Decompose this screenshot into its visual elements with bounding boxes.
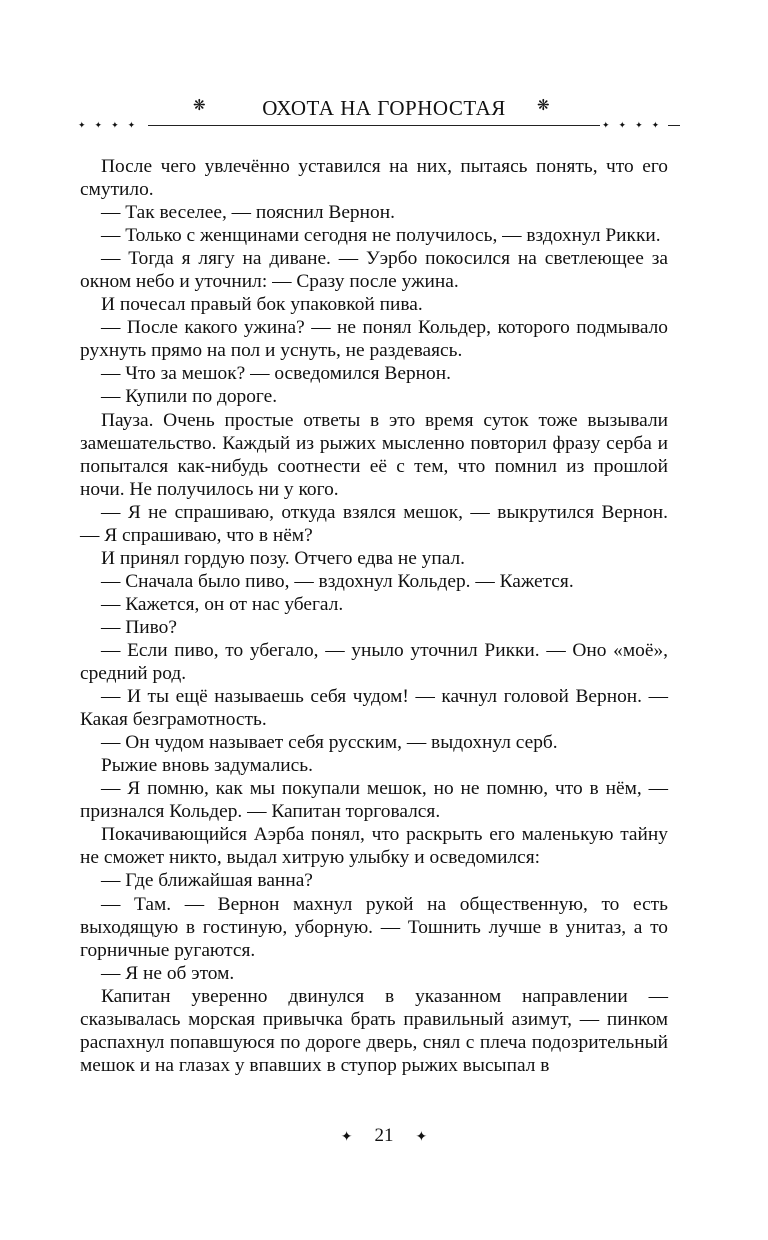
star-ornament-icon: ❋	[193, 98, 206, 114]
paragraph: — И ты ещё называешь себя чудом! — качнул головой Вернон. — Какая безграмотность.	[80, 686, 668, 731]
paragraph: И почесал правый бок упаковкой пива.	[101, 294, 423, 316]
paragraph: — Сначала было пиво, — вздохнул Кольдер. — Кажется.	[101, 570, 574, 592]
paragraph: Капитан уверенно двинулся в указанном направлении — сказывалась морская привычка брать правильный азимут, — пинком распахнул попавшуюся по дороге дверь, снял с плеча подозрительный мешок и на глазах у впавших в ступор рыжих высыпал в	[80, 985, 668, 1076]
page-number: 21	[374, 1125, 394, 1146]
paragraph: — Что за мешок? — осведомился Вернон.	[101, 363, 451, 385]
paragraph: После чего увлечённо уставился на них, пытаясь понять, что его смутило.	[80, 156, 668, 201]
paragraph: — Так веселее, — пояснил Вернон.	[101, 202, 395, 224]
diamond-ornament-icon: ✦✦✦✦	[78, 117, 148, 133]
body-text	[80, 155, 668, 1077]
paragraph: Рыжие вновь задумались.	[101, 755, 313, 777]
paragraph: — Тогда я лягу на диване. — Уэрбо покосился на светлеющее за окном небо и уточнил: — Сразу после ужина.	[80, 248, 668, 293]
paragraph: — Там. — Вернон махнул рукой на общественную, то есть выходящую в гостиную, уборную. — Тошнить лучше в унитаз, а то горничные ругаются.	[80, 893, 668, 961]
paragraph: — Я не об этом.	[101, 962, 235, 984]
page-footer	[0, 1125, 768, 1147]
diamond-ornament-icon: ✦✦✦✦	[600, 117, 668, 133]
paragraph: — Пиво?	[101, 616, 177, 638]
paragraph: Пауза. Очень простые ответы в это время суток тоже вызывали замешательство. Каждый из рыжих мысленно повторил фразу серба и попытался как-нибудь соотнести её с тем, что помнил из прошлой ночи. Не получилось ни у кого.	[80, 409, 668, 500]
paragraph: — Только с женщинами сегодня не получилось, — вздохнул Рикки.	[101, 225, 661, 247]
paragraph: И принял гордую позу. Отчего едва не упал.	[101, 547, 466, 569]
diamond-ornament-icon: ✦	[340, 1130, 353, 1145]
header-rule	[88, 125, 680, 126]
paragraph: — Если пиво, то убегало, — уныло уточнил Рикки. — Оно «моё», средний род.	[80, 639, 668, 685]
diamond-ornament-icon: ✦	[415, 1130, 428, 1145]
star-ornament-icon: ❋	[537, 98, 550, 114]
paragraph: — Я не спрашиваю, откуда взялся мешок, — выкрутился Вернон. — Я спрашиваю, что в нём?	[80, 501, 668, 546]
paragraph: Покачивающийся Аэрба понял, что раскрыть его маленькую тайну не сможет никто, выдал хитрую улыбку и осведомился:	[80, 824, 668, 869]
paragraph: — Он чудом называет себя русским, — выдохнул серб.	[101, 732, 558, 754]
running-head	[0, 94, 768, 138]
running-head-title: ОХОТА НА ГОРНОСТАЯ	[262, 96, 506, 120]
paragraph: — Я помню, как мы покупали мешок, но не помню, что в нём, — признался Кольдер. — Капитан торговался.	[80, 778, 668, 823]
paragraph: — Купили по дороге.	[101, 386, 278, 408]
paragraph: — После какого ужина? — не понял Кольдер, которого подмывало рухнуть прямо на пол и уснуть, не раздеваясь.	[80, 317, 668, 362]
paragraph: — Где ближайшая ванна?	[101, 870, 313, 892]
paragraph: — Кажется, он от нас убегал.	[101, 593, 344, 615]
